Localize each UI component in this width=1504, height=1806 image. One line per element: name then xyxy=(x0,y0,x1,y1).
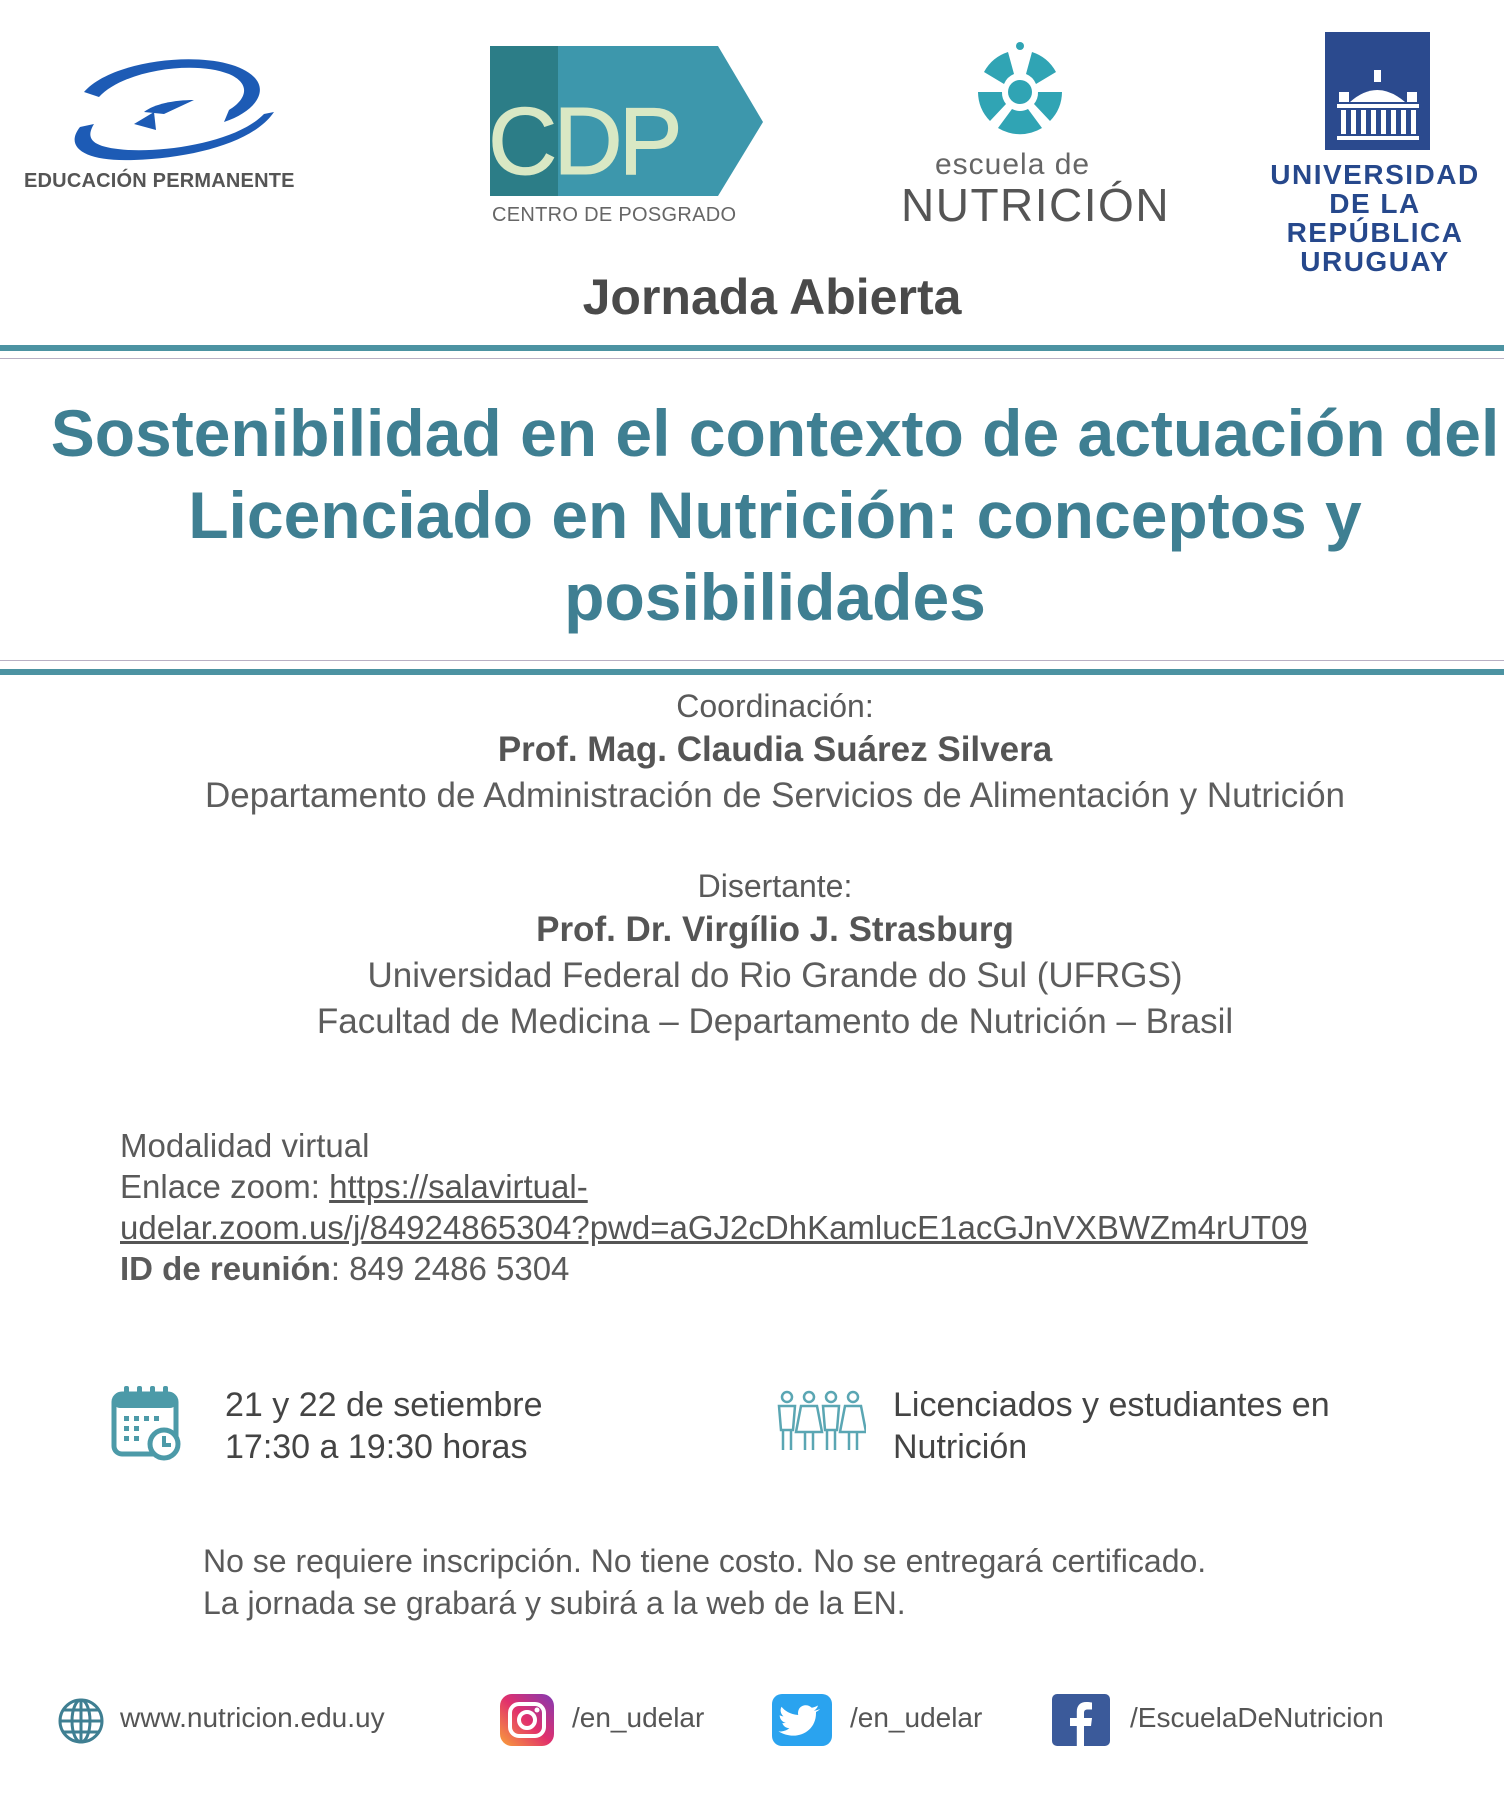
globe-icon xyxy=(56,1696,106,1746)
twitter-handle: /en_udelar xyxy=(850,1702,983,1733)
divider-top-thin xyxy=(0,358,1504,359)
cdp-logo xyxy=(488,44,778,234)
divider-bottom-thin xyxy=(0,660,1504,661)
title-line-2: Licenciado en Nutrición: conceptos y xyxy=(188,478,1362,552)
calendar-clock-icon xyxy=(110,1384,184,1464)
footer-website[interactable] xyxy=(56,1692,396,1748)
escuela-nutricion-logo xyxy=(895,38,1171,238)
audience-line-2: Nutrición xyxy=(893,1428,1028,1466)
udelar-line-3: URUGUAY xyxy=(1300,246,1450,277)
main-title xyxy=(30,392,1504,638)
notes-line-2: La jornada se grabará y subirá a la web de la EN. xyxy=(203,1585,906,1621)
schedule-hours: 17:30 a 19:30 horas xyxy=(225,1428,528,1466)
instagram-handle: /en_udelar xyxy=(572,1702,705,1733)
footer-instagram[interactable] xyxy=(498,1692,728,1748)
schedule-dates: 21 y 22 de setiembre xyxy=(225,1386,543,1424)
coordination-label: Coordinación: xyxy=(676,688,874,724)
notes-block xyxy=(203,1540,1206,1624)
speaker-name: Prof. Dr. Virgílio J. Strasburg xyxy=(536,910,1014,949)
zoom-link-part-1[interactable]: https://salavirtual- xyxy=(329,1168,588,1205)
divider-bottom-thick xyxy=(0,669,1504,675)
udelar-line-1: UNIVERSIDAD xyxy=(1270,159,1480,190)
audience-line-1: Licenciados y estudiantes en xyxy=(893,1386,1330,1424)
educacion-permanente-logo xyxy=(24,52,324,212)
udelar-logo xyxy=(1255,30,1495,277)
facebook-icon xyxy=(1052,1694,1110,1746)
meeting-id-label: ID de reunión xyxy=(120,1250,331,1287)
coordinator-name: Prof. Mag. Claudia Suárez Silvera xyxy=(497,730,1053,769)
virtual-info xyxy=(120,1125,1308,1289)
zoom-line xyxy=(120,1166,1308,1207)
speaker-affiliation-2: Facultad de Medicina – Departamento de Nutrición – Brasil xyxy=(316,1002,1234,1041)
udelar-text xyxy=(1255,160,1495,276)
divider-top-thick xyxy=(0,345,1504,351)
title-line-3: posibilidades xyxy=(564,560,986,634)
zoom-label: Enlace zoom: xyxy=(120,1168,330,1205)
nutricion-text: NUTRICIÓN xyxy=(901,179,1171,231)
zoom-link-part-2[interactable]: udelar.zoom.us/j/84924865304?pwd=aGJ2cDhKamlucE1acGJnVXBWZm4rUT09 xyxy=(120,1209,1308,1246)
notes-line-1: No se requiere inscripción. No tiene costo. No se entregará certificado. xyxy=(203,1543,1207,1579)
footer-facebook[interactable] xyxy=(1052,1692,1392,1748)
website-text: www.nutricion.edu.uy xyxy=(120,1702,385,1733)
instagram-icon xyxy=(498,1694,556,1746)
title-line-1: Sostenibilidad en el contexto de actuación del xyxy=(50,396,1500,470)
escuela-de-text: escuela de xyxy=(935,148,1091,181)
audience-block xyxy=(893,1384,1330,1468)
event-type-heading: Jornada Abierta xyxy=(582,269,962,325)
meeting-id-value: : 849 2486 5304 xyxy=(330,1250,570,1287)
meeting-id-line xyxy=(120,1248,1308,1289)
cdp-badge-icon xyxy=(488,44,778,204)
nutrition-wheel-icon xyxy=(895,38,1155,148)
ep-swoosh-icon xyxy=(24,52,324,167)
coordinator-department: Departamento de Administración de Servicios de Alimentación y Nutrición xyxy=(204,776,1345,815)
cdp-letters: CDP xyxy=(488,88,679,195)
facebook-handle: /EscuelaDeNutricion xyxy=(1130,1702,1384,1733)
udelar-line-2: DE LA REPÚBLICA xyxy=(1286,188,1464,248)
cdp-subtitle: CENTRO DE POSGRADO xyxy=(492,204,737,226)
speaker-affiliation-1: Universidad Federal do Rio Grande do Sul (UFRGS) xyxy=(367,956,1183,995)
people-icon xyxy=(776,1390,866,1452)
speaker-label: Disertante: xyxy=(697,868,853,904)
university-building-icon xyxy=(1255,30,1495,155)
footer-twitter[interactable] xyxy=(772,1692,1002,1748)
modality-text: Modalidad virtual xyxy=(120,1127,370,1164)
ep-logo-text: EDUCACIÓN PERMANENTE xyxy=(24,170,295,192)
schedule-block xyxy=(225,1384,543,1468)
twitter-icon xyxy=(772,1694,832,1746)
